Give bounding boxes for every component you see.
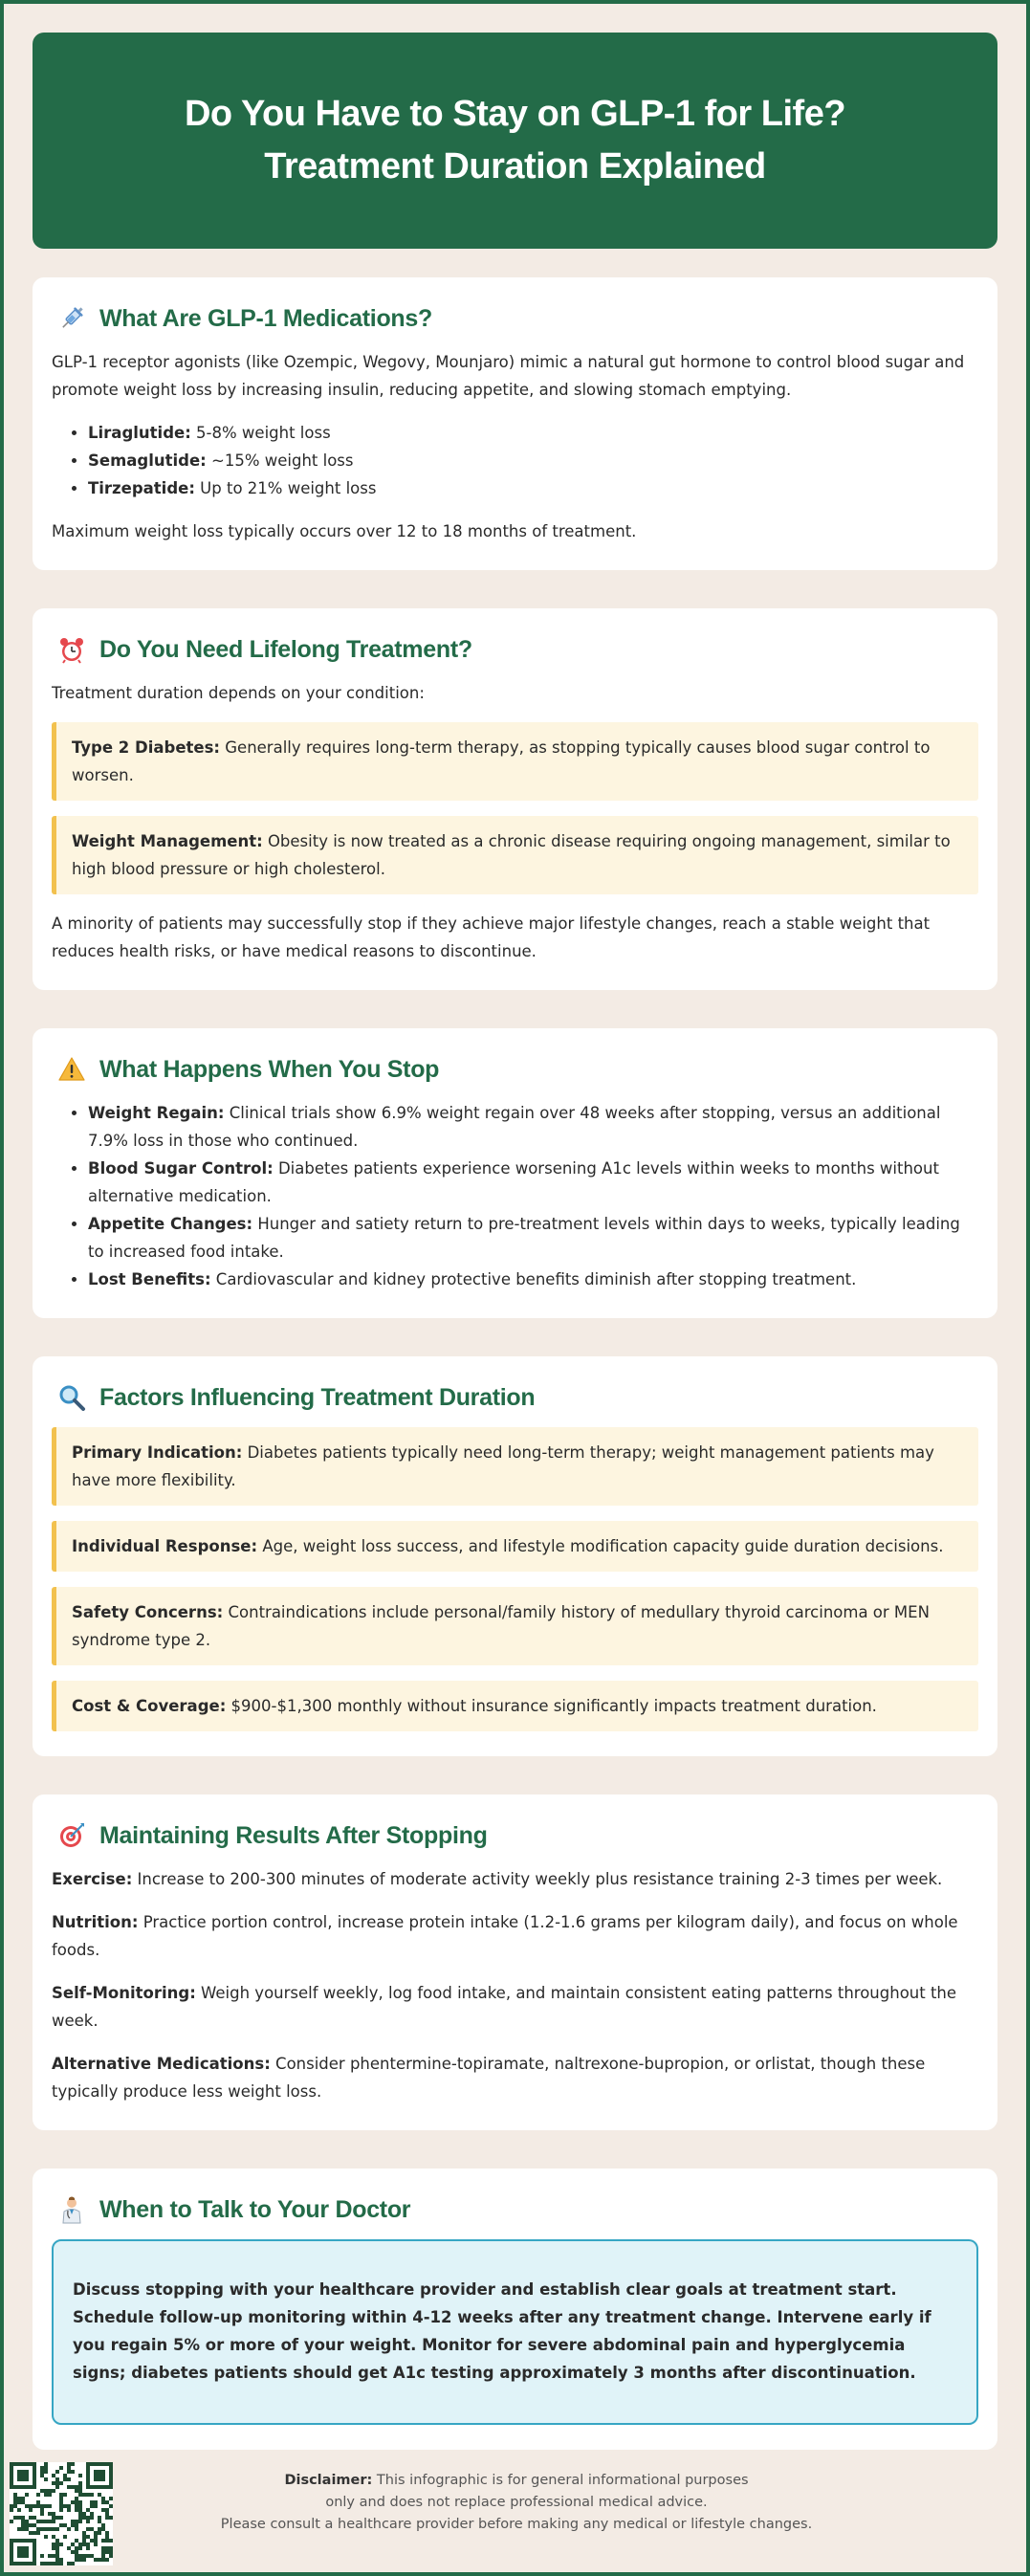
disclaimer: Disclaimer: This infographic is for general informational purposes only and does not replace professional medical advice. Please consult a healthcare provider before making any medical or lifestyle changes. [220,2473,813,2532]
qr-code-icon [10,2462,113,2565]
list-item: • Lost Benefits: Cardiovascular and kidney protective benefits diminish after stopping treatment. [88,1266,978,1293]
info-note: Weight Management: Obesity is now treated as a chronic disease requiring ongoing management, similar to high blood pressure or high cholesterol. [52,816,978,894]
section-talk-to-doctor [33,2169,997,2450]
list-item: • Weight Regain: Clinical trials show 6.9% weight regain over 48 weeks after stopping, versus an additional 7.9% loss in those who continued. [88,1099,978,1155]
magnifier-icon [55,1381,88,1414]
doctor-callout: Discuss stopping with your healthcare provider and establish clear goals at treatment start. Schedule follow-up monitoring within 4-12 weeks after any treatment change. Intervene early if you regain 5% or more of your weight. Monitor for severe abdominal pain and hyperglycemia signs; diabetes patients should get A1c testing approximately 3 months after discontinuation. [52,2239,978,2425]
section-outro: Maximum weight loss typically occurs over 12 to 18 months of treatment. [52,522,637,540]
info-note: Type 2 Diabetes: Generally requires long-term therapy, as stopping typically causes blood sugar control to worsen. [52,722,978,801]
tip-paragraph: Self-Monitoring: Weigh yourself weekly, log food intake, and maintain consistent eating patterns throughout the week. [52,1984,957,2030]
section-intro: Treatment duration depends on your condition: [52,684,425,702]
title-banner [33,33,997,249]
page-content [33,33,997,2450]
page-title: Do You Have to Stay on GLP-1 for Life? Treatment Duration Explained [184,93,846,187]
section-title: Do You Need Lifelong Treatment? [99,635,472,663]
section-outro: A minority of patients may successfully stop if they achieve major lifestyle changes, reach a stable weight that reduces health risks, or have medical reasons to discontinue. [52,914,931,960]
section-title: What Happens When You Stop [99,1055,440,1083]
medication-list [52,419,978,502]
info-note: Cost & Coverage: $900-$1,300 monthly without insurance significantly impacts treatment duration. [52,1681,978,1731]
section-lifelong-treatment [33,608,997,990]
section-what-are-glp1 [33,277,997,570]
info-note: Safety Concerns: Contraindications include personal/family history of medullary thyroid carcinoma or MEN syndrome type 2. [52,1587,978,1665]
section-title: What Are GLP-1 Medications? [99,304,432,332]
alarm-clock-icon [55,633,88,666]
list-item: • Tirzepatide: Up to 21% weight loss [88,474,978,502]
list-item: • Liraglutide: 5-8% weight loss [88,419,978,447]
syringe-icon [55,302,88,335]
warning-icon [55,1053,88,1086]
consequences-list [52,1099,978,1293]
target-icon [55,1819,88,1852]
section-title: Factors Influencing Treatment Duration [99,1383,536,1411]
list-item: • Appetite Changes: Hunger and satiety return to pre-treatment levels within days to weeks, typically leading to increased food intake. [88,1210,978,1266]
list-item: • Blood Sugar Control: Diabetes patients experience worsening A1c levels within weeks to months without alternative medication. [88,1155,978,1210]
footer [0,2462,1030,2567]
section-what-happens-stop [33,1028,997,1318]
section-title: Maintaining Results After Stopping [99,1821,488,1849]
list-item: • Semaglutide: ~15% weight loss [88,447,978,474]
section-maintaining-results [33,1794,997,2130]
section-title: When to Talk to Your Doctor [99,2195,411,2223]
info-note: Primary Indication: Diabetes patients typically need long-term therapy; weight management patients may have more flexibility. [52,1427,978,1506]
section-factors [33,1356,997,1756]
tip-paragraph: Alternative Medications: Consider phentermine-topiramate, naltrexone-bupropion, or orlistat, though these typically produce less weight loss. [52,2055,926,2101]
info-note: Individual Response: Age, weight loss success, and lifestyle modification capacity guide duration decisions. [52,1521,978,1572]
section-intro: GLP-1 receptor agonists (like Ozempic, Wegovy, Mounjaro) mimic a natural gut hormone to control blood sugar and promote weight loss by increasing insulin, reducing appetite, and slowing stomach emptying. [52,353,965,399]
tip-paragraph: Nutrition: Practice portion control, increase protein intake (1.2-1.6 grams per kilogram daily), and focus on whole foods. [52,1913,958,1959]
doctor-icon [55,2193,88,2226]
tip-paragraph: Exercise: Increase to 200-300 minutes of moderate activity weekly plus resistance training 2-3 times per week. [52,1870,943,1888]
